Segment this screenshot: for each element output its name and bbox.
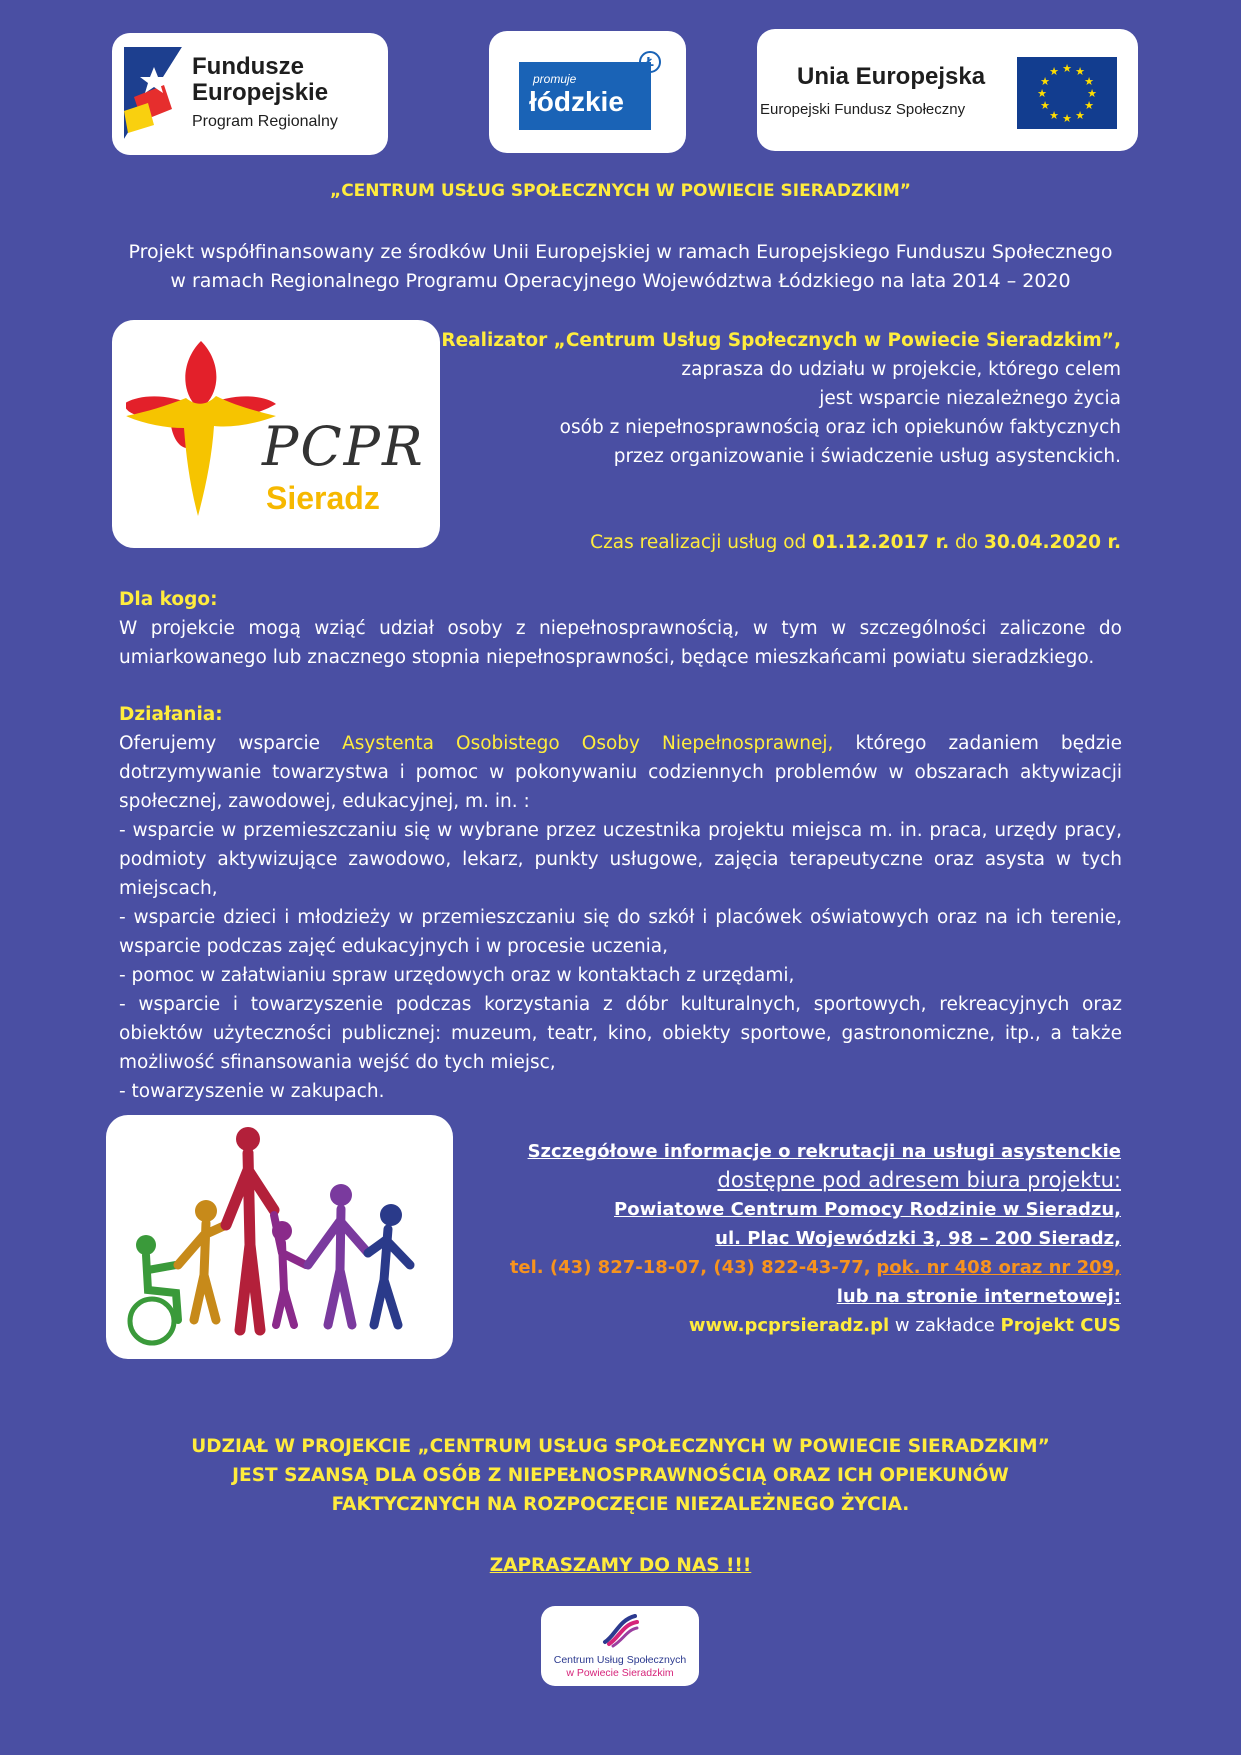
fundusze-europejskie-logo <box>112 33 388 155</box>
intro-line-3: jest wsparcie niezależnego życia <box>819 388 1121 409</box>
cus-line-2: w Powiecie Sieradzkim <box>566 1667 674 1679</box>
for-whom-heading: Dla kogo: <box>119 589 218 610</box>
intro-paragraph <box>421 326 1121 471</box>
svg-text:★: ★ <box>1040 75 1050 88</box>
contact-line-6: lub na stronie internetowej: <box>836 1286 1121 1307</box>
svg-text:★: ★ <box>1062 62 1072 75</box>
lodzkie-small-text: promuje <box>533 72 577 86</box>
closing-statement <box>0 1432 1241 1519</box>
unia-europejska-logo <box>757 29 1138 151</box>
contact-block <box>341 1137 1121 1340</box>
fe-flag-icon <box>124 47 186 139</box>
contact-room: pok. nr 408 oraz nr 209, <box>876 1257 1121 1278</box>
contact-line-1: Szczegółowe informacje o rekrutacji na usługi asystenckie <box>527 1141 1121 1162</box>
website-mid: w zakładce <box>894 1315 995 1336</box>
cofinancing-line-2: w ramach Regionalnego Programu Operacyjnego Województwa Łódzkiego na lata 2014 – 2020 <box>170 270 1071 292</box>
intro-line-1: Realizator „Centrum Usług Społecznych w Powiecie Sieradzkim”, <box>441 330 1121 351</box>
ue-subtitle: Europejski Fundusz Społeczny <box>760 101 966 118</box>
period-end: 30.04.2020 r. <box>984 532 1121 553</box>
assistant-highlight: Asystenta Osobistego Osoby Niepełnosprawnej, <box>342 733 834 754</box>
realization-period <box>421 528 1121 557</box>
contact-line-3: Powiatowe Centrum Pomocy Rodzinie w Sieradzu, <box>614 1199 1121 1220</box>
activities-intro <box>119 729 1122 816</box>
svg-text:★: ★ <box>1040 99 1050 112</box>
svg-text:★: ★ <box>1062 112 1072 125</box>
svg-text:★: ★ <box>1075 65 1085 78</box>
activity-item: - pomoc w załatwianiu spraw urzędowych oraz w kontaktach z urzędami, <box>119 965 795 986</box>
ue-title: Unia Europejska <box>797 63 986 90</box>
svg-text:★: ★ <box>1084 75 1094 88</box>
pcpr-text: PCPR <box>262 415 425 478</box>
fe-title-1: Fundusze <box>192 53 304 80</box>
period-start: 01.12.2017 r. <box>812 532 950 553</box>
activities-section <box>119 700 1122 1106</box>
eu-flag-icon <box>1017 57 1117 129</box>
fe-subtitle: Program Regionalny <box>192 113 338 130</box>
cofinancing-text <box>0 238 1241 296</box>
cus-swoosh-icon <box>601 1612 639 1648</box>
fe-title-2: Europejskie <box>192 79 329 106</box>
svg-text:★: ★ <box>1049 109 1059 122</box>
activity-item: - towarzyszenie w zakupach. <box>119 1081 385 1102</box>
activity-item: - wsparcie w przemieszczaniu się w wybrane przez uczestnika projektu miejsca m. in. praca, urzędy pracy, podmioty aktywizujące zawodowo, lekarz, punkty usługowe, zajęcia terapeutyczne oraz asysta w tych miejscach, <box>119 820 1122 899</box>
activities-intro-before: Oferujemy wsparcie <box>119 733 321 754</box>
period-mid: do <box>955 532 979 553</box>
contact-phone: tel. (43) 827-18-07, (43) 822-43-77, <box>509 1257 871 1278</box>
intro-line-4: osób z niepełnosprawnością oraz ich opiekunów faktycznych <box>559 417 1121 438</box>
closing-line-3: FAKTYCZNYCH NA ROZPOCZĘCIE NIEZALEŻNEGO ŻYCIA. <box>331 1494 910 1515</box>
invite-text: ZAPRASZAMY DO NAS !!! <box>489 1555 752 1576</box>
website-link[interactable]: www.pcprsieradz.pl <box>688 1315 890 1336</box>
promuje-lodzkie-logo <box>489 31 686 153</box>
pcpr-figure-icon <box>126 336 276 526</box>
svg-text:★: ★ <box>1075 109 1085 122</box>
for-whom-text: W projekcie mogą wziąć udział osoby z niepełnosprawnością, w tym w szczególności zaliczone do umiarkowanego lub znacznego stopnia niepełnosprawności, będące mieszkańcami powiatu sieradzkiego. <box>119 618 1122 668</box>
activities-intro-after: którego zadaniem będzie dotrzymywanie towarzystwa i pomoc w pokonywaniu codziennych problemów w obszarach aktywizacji społecznej, zawodowej, edukacyjnej, m. in. : <box>119 733 1122 812</box>
activity-item: - wsparcie dzieci i młodzieży w przemieszczaniu się do szkół i placówek oświatowych oraz na ich terenie, wsparcie podczas zajęć edukacyjnych i w procesie uczenia, <box>119 907 1122 957</box>
lodzkie-badge-icon: Ł <box>639 51 661 73</box>
svg-text:★: ★ <box>1087 87 1097 100</box>
project-title: „CENTRUM USŁUG SPOŁECZNYCH W POWIECIE SIERADZKIM” <box>330 181 911 201</box>
lodzkie-big-text: łódzkie <box>529 86 624 117</box>
period-prefix: Czas realizacji usług od <box>590 532 807 553</box>
activity-item: - wsparcie i towarzyszenie podczas korzystania z dóbr kulturalnych, sportowych, rekreacyjnych oraz obiektów użyteczności publicznej: muzeum, teatr, kino, obiekty sportowe, gastronomiczne, itp., a także możliwość sfinansowania wejść do tych miejsc, <box>119 994 1122 1073</box>
pcpr-sieradz-logo <box>112 320 440 548</box>
cofinancing-line-1: Projekt współfinansowany ze środków Unii Europejskiej w ramach Europejskiego Funduszu Społecznego <box>128 241 1113 263</box>
contact-line-4: ul. Plac Wojewódzki 3, 98 – 200 Sieradz, <box>715 1228 1121 1249</box>
closing-line-1: UDZIAŁ W PROJEKCIE „CENTRUM USŁUG SPOŁECZNYCH W POWIECIE SIERADZKIM” <box>191 1436 1050 1457</box>
svg-text:★: ★ <box>1037 87 1047 100</box>
website-tab: Projekt CUS <box>1000 1315 1121 1336</box>
sieradz-text: Sieradz <box>266 480 380 516</box>
activities-heading: Działania: <box>119 704 223 725</box>
cus-logo <box>541 1606 699 1686</box>
svg-text:★: ★ <box>1049 65 1059 78</box>
for-whom-section <box>119 585 1122 672</box>
svg-text:★: ★ <box>1084 99 1094 112</box>
intro-line-2: zaprasza do udziału w projekcie, którego celem <box>681 359 1121 380</box>
intro-line-5: przez organizowanie i świadczenie usług asystenckich. <box>613 446 1121 467</box>
contact-web-line <box>341 1311 1121 1340</box>
contact-phone-line <box>341 1253 1121 1282</box>
closing-line-2: JEST SZANSĄ DLA OSÓB Z NIEPEŁNOSPRAWNOŚCIĄ ORAZ ICH OPIEKUNÓW <box>232 1465 1009 1486</box>
lodzkie-badge <box>519 62 651 130</box>
contact-line-2: dostępne pod adresem biura projektu: <box>717 1168 1121 1192</box>
cus-line-1: Centrum Usług Społecznych <box>553 1654 687 1666</box>
